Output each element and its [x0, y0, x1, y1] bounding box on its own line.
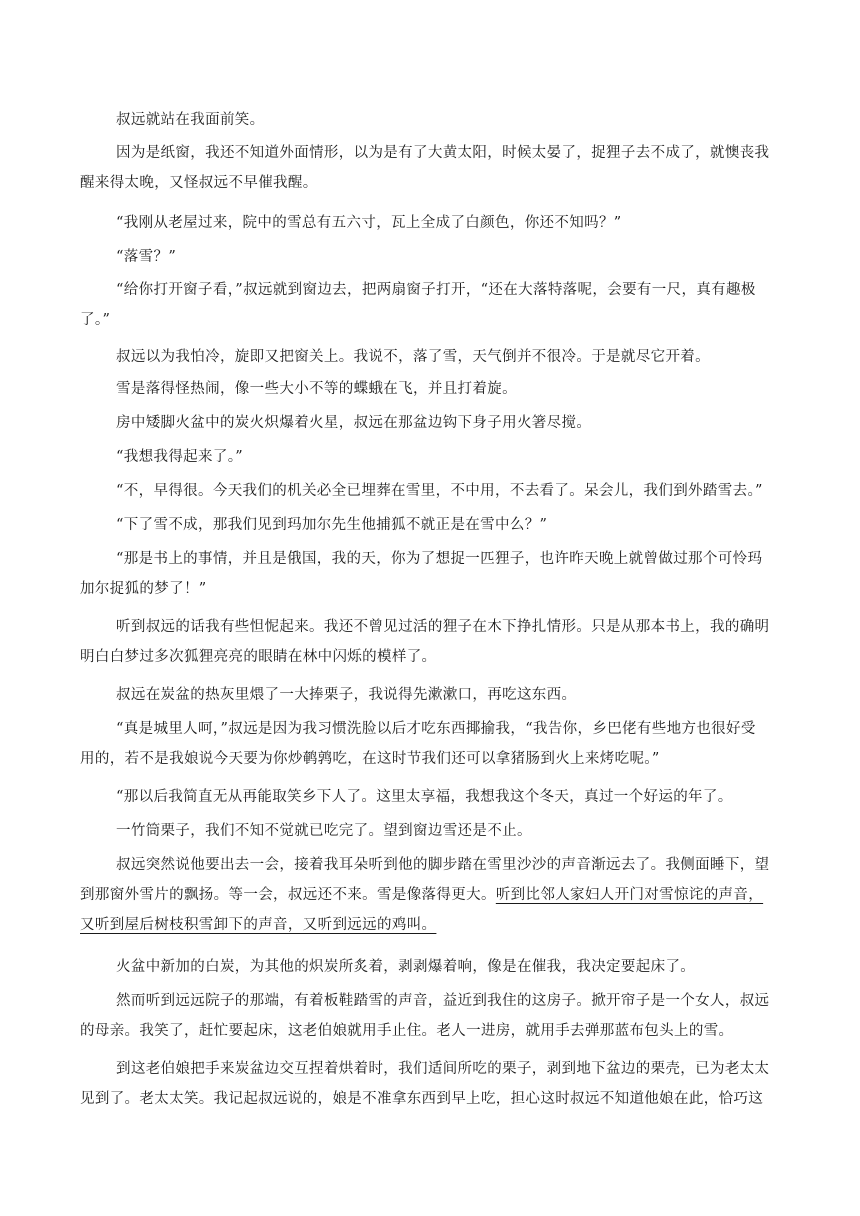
paragraph-6 — [80, 342, 785, 372]
paragraph-19 — [80, 952, 785, 982]
underlined-text: 听到比邻人家妇人开门对雪惊诧的声音， — [495, 887, 764, 903]
paragraph-12 — [80, 544, 785, 604]
text-line: 醒来得太晚，又怪叔远不早催我醒。 — [80, 175, 318, 191]
text-line: 叔远以为我怕冷，旋即又把窗关上。我说不，落了雪，天气倒并不很冷。于是就尽它开着。 — [116, 349, 710, 365]
text-line: 雪是落得怪热闹，像一些大小不等的蝶蛾在飞，并且打着旋。 — [116, 381, 517, 397]
paragraph-17 — [80, 816, 785, 846]
paragraph-21 — [80, 1054, 785, 1114]
text-line: 因为是纸窗，我还不知道外面情形，以为是有了大黄太阳，时候太晏了，捉狸子去不成了，就懊丧我 — [116, 145, 770, 161]
text-line: 的母亲。我笑了，赶忙要起床，这老伯娘就用手止住。老人一进房，就用手去弹那蓝布包头上的雪。 — [80, 1023, 734, 1039]
text-line: 听到叔远的话我有些怛怩起来。我还不曾见过活的狸子在木下挣扎情形。只是从那本书上，我的确明 — [116, 619, 770, 635]
text-line: 到这老伯娘把手来炭盆边交互捏着烘着时，我们适间所吃的栗子，剥到地下盆边的栗壳，已为老太太 — [116, 1061, 770, 1077]
text-line — [80, 910, 785, 940]
text-line: 火盆中新加的白炭，为其他的炽炭所炙着，剥剥爆着响，像是在催我，我决定要起床了。 — [116, 959, 696, 975]
paragraph-14 — [80, 680, 785, 710]
paragraph-10 — [80, 476, 785, 506]
paragraph-3 — [80, 208, 785, 238]
text-line: “给你打开窗子看，”叔远就到窗边去，把两扇窗子打开，“还在大落特落呢，会要有一尺，真有趣极 — [116, 282, 756, 298]
paragraph-15 — [80, 714, 785, 774]
text-line: 然而听到远远院子的那端，有着板鞋踏雪的声音，益近到我住的这房子。掀开帘子是一个女人，叔远 — [116, 993, 770, 1009]
text-line: “不，早得很。今天我们的机关必全已埋葬在雪里，不中用，不去看了。呆会儿，我们到外踏雪去。” — [116, 483, 763, 499]
text-segment: 到那窗外雪片的飘扬。等一会，叔远还不来。雪是像落得更大。 — [80, 887, 496, 903]
text-line: “下了雪不成，那我们见到玛加尔先生他捕狐不就正是在雪中么？” — [116, 517, 548, 533]
text-line: “落雪？” — [116, 249, 177, 265]
paragraph-2 — [80, 138, 785, 198]
text-line: “我想我得起来了。” — [116, 449, 244, 465]
text-line: 加尔捉狐的梦了！” — [80, 581, 207, 597]
text-line: “那以后我简直无从再能取笑乡下人了。这里太享福，我想我这个冬天，真过一个好运的年了。 — [116, 789, 733, 805]
paragraph-11 — [80, 510, 785, 540]
paragraph-13 — [80, 612, 785, 672]
paragraph-8 — [80, 408, 785, 438]
text-line: 见到了。老太太笑。我记起叔远说的，娘是不准拿东西到早上吃，担心这时叔远不知道他娘在此，恰巧这 — [80, 1091, 764, 1107]
text-line: 明白白梦过多次狐狸亮亮的眼睛在林中闪烁的模样了。 — [80, 649, 437, 665]
text-line: 房中矮脚火盆中的炭火炽爆着火星，叔远在那盆边钩下身子用火箸尽搅。 — [116, 415, 592, 431]
text-line: “那是书上的事情，并且是俄国，我的天，你为了想捉一匹狸子，也许昨天晚上就曾做过那个可怜玛 — [116, 551, 763, 567]
paragraph-1 — [80, 105, 785, 135]
paragraph-4 — [80, 242, 785, 272]
text-line: 了。” — [80, 312, 111, 328]
text-line: 叔远在炭盆的热灰里煨了一大捧栗子，我说得先漱漱口，再吃这东西。 — [116, 687, 577, 703]
paragraph-18 — [80, 850, 785, 940]
text-line — [80, 880, 785, 910]
paragraph-16 — [80, 782, 785, 812]
underlined-text: 又听到屋后树枝积雪卸下的声音，又听到远远的鸡叫。 — [80, 917, 437, 933]
paragraph-20 — [80, 986, 785, 1046]
text-line: 一竹筒栗子，我们不知不觉就已吃完了。望到窗边雪还是不止。 — [116, 823, 532, 839]
text-line: “真是城里人呵，”叔远是因为我习惯洗脸以后才吃东西揶揄我，“我告你，乡巴佬有些地方也很好受 — [116, 721, 756, 737]
text-line: 叔远就站在我面前笑。 — [116, 112, 265, 128]
text-line: 叔远突然说他要出去一会，接着我耳朵听到他的脚步踏在雪里沙沙的声音渐远去了。我侧面睡下，望 — [116, 857, 770, 873]
text-line: “我刚从老屋过来，院中的雪总有五六寸，瓦上全成了白颜色，你还不知吗？” — [116, 215, 622, 231]
paragraph-7 — [80, 374, 785, 404]
paragraph-5 — [80, 275, 785, 335]
text-line: 用的，若不是我娘说今天要为你炒鹌鹑吃，在这时节我们还可以拿猪肠到火上来烤吃呢。” — [80, 751, 660, 767]
paragraph-9 — [80, 442, 785, 472]
